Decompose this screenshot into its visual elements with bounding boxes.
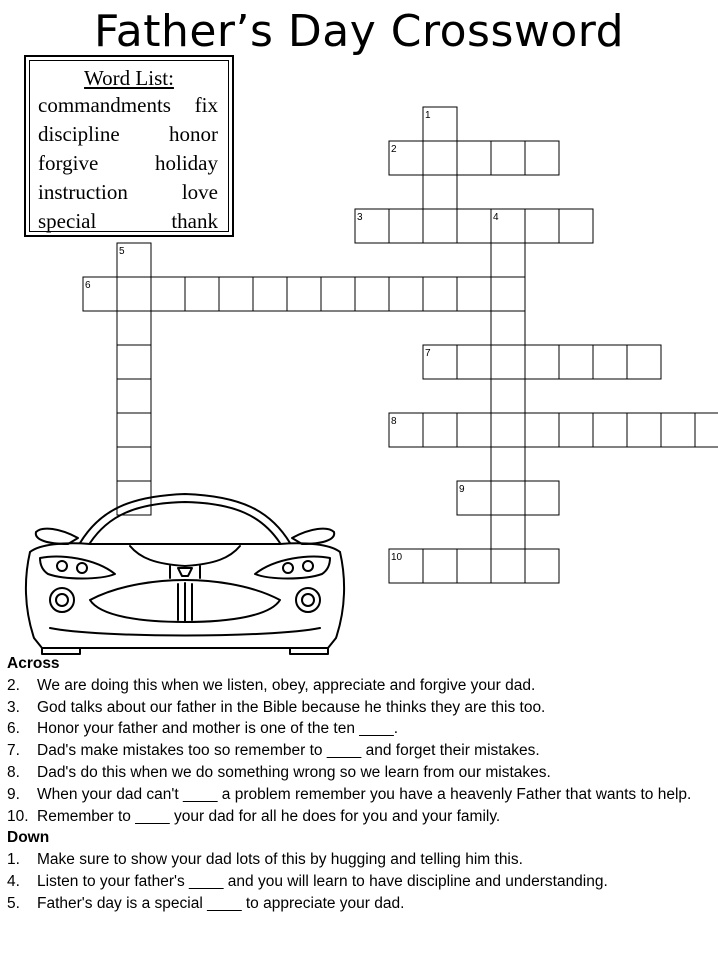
across-clue: [7, 806, 712, 828]
clue-number-label: 10: [391, 552, 403, 563]
clue-number: 3.: [7, 698, 20, 716]
clue-text: When your dad can't ____ a problem remember you have a heavenly Father that wants to help.: [37, 785, 692, 803]
down-clue: [7, 849, 712, 871]
clue-number-label: 4: [493, 212, 499, 223]
grid-cell: [423, 277, 457, 311]
grid-cell: [525, 345, 559, 379]
clue-number-label: 9: [459, 484, 465, 495]
clue-text: We are doing this when we listen, obey, appreciate and forgive your dad.: [37, 676, 536, 694]
clue-number-label: 5: [119, 246, 125, 257]
grid-cell: [695, 413, 718, 447]
word-list-word: special: [38, 209, 97, 233]
clue-number: 6.: [7, 720, 20, 738]
grid-cell: [423, 413, 457, 447]
grid-cell: [525, 141, 559, 175]
grid-cell: [389, 277, 423, 311]
grid-cell: [287, 277, 321, 311]
grid-cell: [151, 277, 185, 311]
grid-cell: [627, 345, 661, 379]
grid-cell: [491, 379, 525, 413]
grid-cell: [355, 277, 389, 311]
grid-cell: [491, 515, 525, 549]
grid-cell: [627, 413, 661, 447]
word-list-word: forgive: [38, 151, 99, 175]
clue-number: 1.: [7, 851, 20, 869]
grid-cell: [559, 345, 593, 379]
across-clue: [7, 762, 712, 784]
grid-cell: [117, 413, 151, 447]
grid-cell: [457, 141, 491, 175]
grid-cell: [117, 379, 151, 413]
grid-cell: [525, 413, 559, 447]
grid-cell: [491, 481, 525, 515]
grid-cell: [253, 277, 287, 311]
sports-car-icon: [20, 488, 350, 656]
clue-text: Make sure to show your dad lots of this by hugging and telling him this.: [37, 851, 523, 869]
word-list-word: discipline: [38, 122, 120, 146]
grid-cell: [661, 413, 695, 447]
clue-number: 8.: [7, 763, 20, 781]
grid-cell: [593, 345, 627, 379]
down-clue: [7, 871, 712, 893]
clue-number-label: 6: [85, 280, 91, 291]
clue-text: Listen to your father's ____ and you will learn to have discipline and understanding.: [37, 872, 608, 890]
grid-cell: [491, 345, 525, 379]
grid-cell: [491, 549, 525, 583]
grid-cell: [491, 243, 525, 277]
clue-text: Dad's do this when we do something wrong so we learn from our mistakes.: [37, 763, 551, 781]
word-list-title: Word List:: [84, 66, 174, 90]
page-title: Father’s Day Crossword: [93, 6, 625, 57]
clue-text: Dad's make mistakes too so remember to ____ and forget their mistakes.: [37, 742, 540, 760]
across-clue: [7, 675, 712, 697]
grid-cell: [559, 209, 593, 243]
grid-cell: [457, 549, 491, 583]
grid-cell: [117, 311, 151, 345]
grid-cell: [185, 277, 219, 311]
grid-cell: [219, 277, 253, 311]
grid-cell: [525, 481, 559, 515]
across-header: Across: [7, 655, 60, 672]
clue-number-label: 8: [391, 416, 397, 427]
grid-cell: [491, 447, 525, 481]
clue-number: 5.: [7, 894, 20, 912]
word-list-word: commandments: [38, 93, 171, 117]
grid-cell: [593, 413, 627, 447]
grid-cell: [423, 209, 457, 243]
down-header: Down: [7, 829, 50, 847]
grid-cell: [457, 277, 491, 311]
word-list-word: love: [181, 180, 218, 204]
word-list-word: instruction: [38, 180, 128, 204]
clue-number: 7.: [7, 742, 20, 760]
clue-number-label: 1: [425, 110, 431, 121]
grid-cell: [559, 413, 593, 447]
clue-number-label: 2: [391, 144, 397, 155]
clue-text: Father's day is a special ____ to appreciate your dad.: [37, 894, 405, 912]
clue-number: 4.: [7, 872, 20, 890]
grid-cell: [117, 447, 151, 481]
word-list-word: honor: [169, 122, 218, 146]
grid-cell: [525, 209, 559, 243]
across-clue: [7, 740, 712, 762]
clue-number: 2.: [7, 676, 20, 694]
word-list-word: fix: [194, 93, 218, 117]
grid-cell: [491, 277, 525, 311]
grid-cell: [457, 345, 491, 379]
clue-text: Remember to ____ your dad for all he does for you and your family.: [37, 807, 501, 825]
grid-cell: [117, 277, 151, 311]
grid-cell: [491, 141, 525, 175]
across-clue: [7, 697, 712, 719]
grid-cell: [491, 311, 525, 345]
word-list-word: holiday: [155, 151, 218, 175]
grid-cell: [423, 549, 457, 583]
across-clue: [7, 784, 712, 806]
grid-cell: [389, 209, 423, 243]
grid-cell: [457, 413, 491, 447]
clue-number: 9.: [7, 785, 20, 803]
clue-number-label: 3: [357, 212, 363, 223]
clue-number-label: 7: [425, 348, 431, 359]
grid-cell: [423, 141, 457, 175]
across-clue: [7, 718, 712, 740]
clue-text: God talks about our father in the Bible because he thinks they are this too.: [37, 698, 546, 716]
grid-cell: [423, 175, 457, 209]
clue-list: [7, 653, 712, 915]
clue-number: 10.: [7, 807, 29, 825]
grid-cell: [491, 413, 525, 447]
down-clue: [7, 893, 712, 915]
word-list-word: thank: [171, 209, 218, 233]
clue-text: Honor your father and mother is one of the ten ____.: [37, 720, 399, 738]
grid-cell: [525, 549, 559, 583]
grid-cell: [321, 277, 355, 311]
grid-cell: [117, 345, 151, 379]
grid-cell: [457, 209, 491, 243]
